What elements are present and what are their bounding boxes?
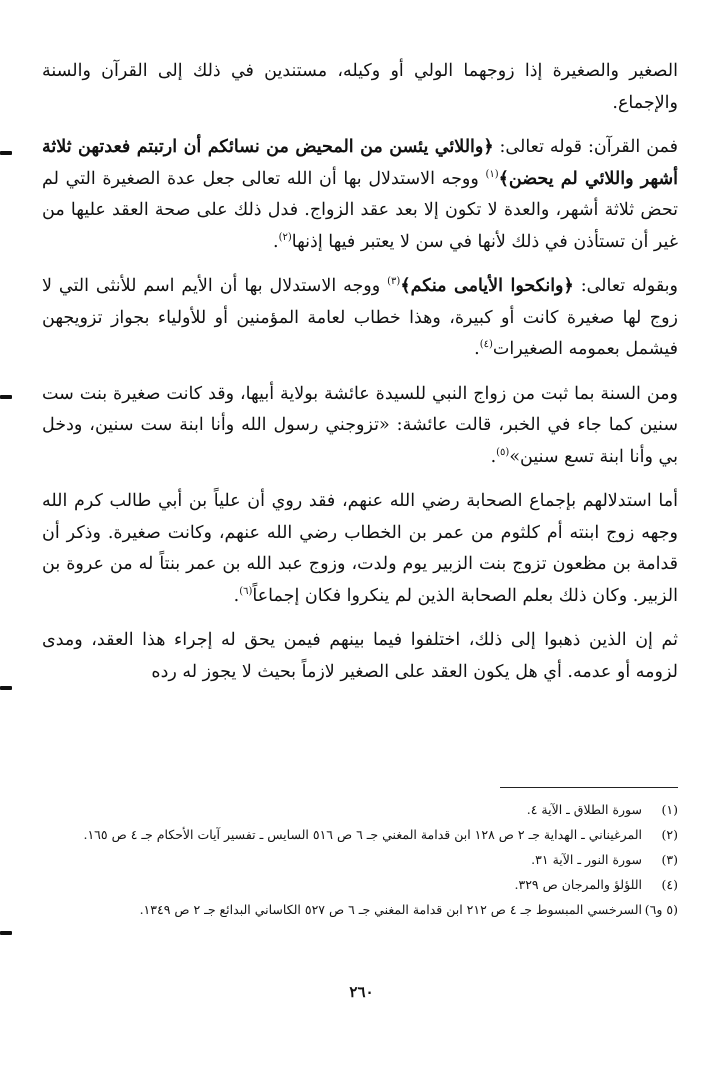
footnote-number: (٢) [661, 827, 678, 842]
footnote-ref: (٦) [239, 585, 253, 597]
scan-edge-mark [0, 151, 12, 155]
paragraph-text: الصغير والصغيرة إذا زوجهما الولي أو وكيله، مستندين في ذلك إلى القرآن والسنة والإجماع. [42, 61, 678, 113]
paragraph-text: ومن السنة بما ثبت من زواج النبي للسيدة عائشة بولاية أبيها، وقد كانت صغيرة بنت ست سنين كما جاء في الخبر، قالت عائشة: «تزوجني رسول الله وأنا ابنة ست سنين، ودخل بي وأنا ابنة تسع سنين» [42, 383, 678, 467]
paragraph-intro [42, 56, 678, 119]
paragraph-end: . [490, 446, 497, 467]
paragraph-end: . [233, 585, 240, 606]
paragraph-text: ووجه الاستدلال بها أن الأيم اسم للأنثى التي لا زوج لها صغيرة كانت أو كبيرة، وهذا خطاب لعامة المؤمنين أو للأولياء بجواز تزويجهن فيشمل بعمومه الصغيرات [42, 276, 678, 359]
quran-quote: ﴿واللائي يئسن من المحيض من نسائكم أن ارتبتم فعدتهن ثلاثة أشهر واللائي لم يحضن﴾ [42, 137, 678, 189]
scan-edge-mark [0, 395, 12, 399]
paragraph-conclusion [42, 625, 678, 688]
footnote-divider [500, 787, 678, 788]
paragraph-ijma [42, 486, 678, 612]
footnote-number: (٥ و٦) [644, 902, 678, 917]
footnote-number: (١) [661, 802, 678, 817]
paragraph-text: ووجه الاستدلال بها أن الله تعالى جعل عدة الصغيرة التي لم تحض ثلاثة أشهر، والعدة لا تكون إلا بعد عقد الزواج. فدل ذلك على صحة العقد عليها من غير أن تستأذن في ذلك لأنها في سن لا يعتبر فيها إذنها [42, 168, 678, 252]
scan-edge-mark [0, 686, 12, 690]
footnote-text: اللؤلؤ والمرجان ص ٣٢٩. [514, 877, 642, 892]
paragraph-end: . [273, 231, 279, 252]
footnote-ref: (١) [485, 168, 499, 180]
paragraph-sunnah [42, 379, 678, 474]
footnote-item [38, 897, 678, 922]
quran-quote: ﴿وانكحوا الأيامى منكم﴾ [400, 276, 574, 296]
paragraph-text: ثم إن الذين ذهبوا إلى ذلك، اختلفوا فيما بينهم فيمن يحق له إجراء هذا العقد، ومدى لزومه أو عدمه. أي هل يكون العقد على الصغير لازماً بحيث لا يجوز له رده [42, 630, 678, 682]
paragraph-text: أما استدلالهم بإجماع الصحابة رضي الله عنهم، فقد روي أن علياً بن أبي طالب كرم الله وجهه زوج ابنته أم كلثوم من عمر بن الخطاب رضي الله عنهم، وكانت صغيرة. وذكر أن قدامة بن مظعون تزوج بنت الزبير يوم ولدت، وزوج عبد الله بن عمر بنتاً له من عروة بن الزبير. وكان ذلك بعلم الصحابة الذين لم ينكروا فكان إجماعاً [42, 491, 678, 606]
paragraph-end: . [474, 339, 480, 359]
footnote-item [38, 872, 678, 897]
paragraph-quran-2 [42, 271, 678, 366]
footnote-text: المرغيناني ـ الهداية جـ ٢ ص ١٢٨ ابن قدامة المغني جـ ٦ ص ٥١٦ السايس ـ تفسير آيات الأحكام جـ ٤ ص ١٦٥. [83, 827, 642, 842]
footnote-ref: (٢) [278, 231, 292, 243]
footnote-number: (٤) [661, 877, 678, 892]
footnote-ref: (٥) [496, 446, 510, 458]
page-number: ٢٦٠ [349, 983, 374, 1001]
footnote-item [38, 797, 678, 822]
footnote-text: سورة النور ـ الآية ٣١. [531, 852, 642, 867]
footnote-ref: (٣) [387, 276, 401, 288]
footnotes [38, 797, 678, 922]
footnote-text: السرخسي المبسوط جـ ٤ ص ٢١٢ ابن قدامة المغني جـ ٦ ص ٥٢٧ الكاساني البدائع جـ ٢ ص ١٣٤٩. [139, 902, 642, 917]
page-body [42, 56, 678, 688]
footnote-number: (٣) [661, 852, 678, 867]
paragraph-prefix: وبقوله تعالى: [580, 276, 678, 296]
paragraph-quran-1 [42, 132, 678, 258]
footnote-item [38, 822, 678, 847]
footnote-ref: (٤) [479, 339, 493, 351]
scan-edge-mark [0, 931, 12, 935]
footnote-text: سورة الطلاق ـ الآية ٤. [526, 802, 642, 817]
footnote-item [38, 847, 678, 872]
paragraph-prefix: فمن القرآن: قوله تعالى: [499, 137, 678, 157]
